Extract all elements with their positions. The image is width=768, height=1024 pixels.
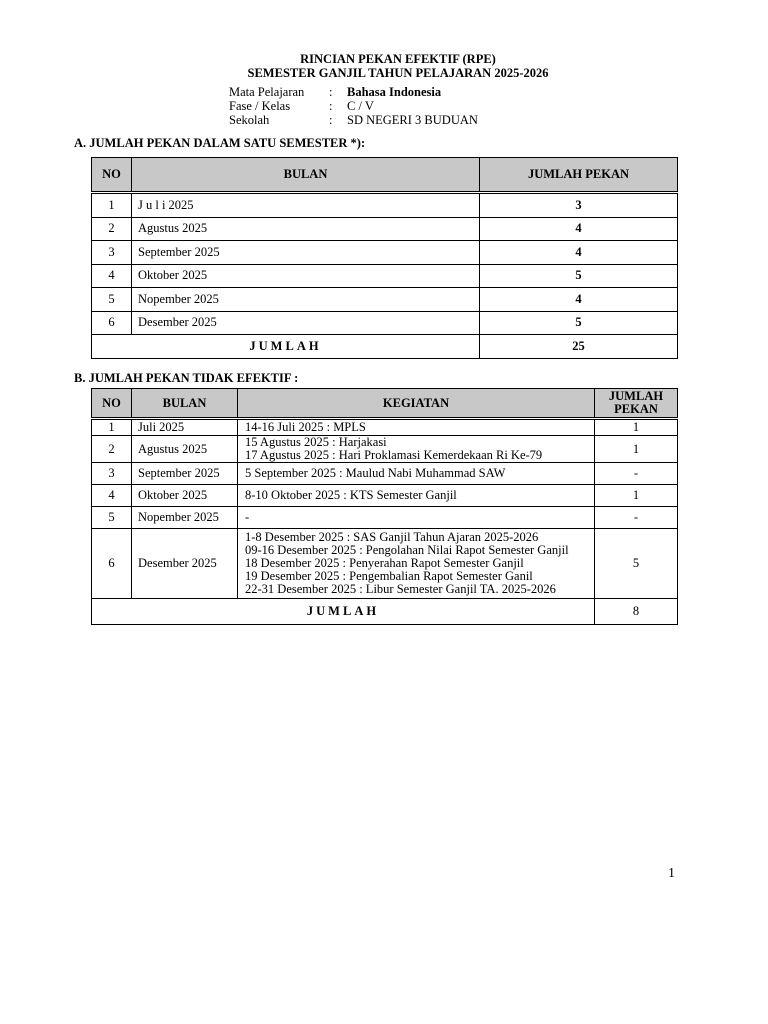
- row-activities: [238, 419, 595, 436]
- row-month: J u l i 2025: [132, 193, 480, 218]
- table-row: [92, 419, 678, 436]
- activity-line: 8-10 Oktober 2025 : KTS Semester Ganjil: [245, 488, 457, 502]
- row-month: Juli 2025: [132, 419, 238, 436]
- row-activities: [238, 507, 595, 529]
- document-info: [229, 85, 478, 127]
- row-weeks: 4: [480, 241, 678, 265]
- column-header-no: NO: [92, 389, 132, 419]
- table-row: [92, 311, 678, 335]
- total-label: JUMLAH: [92, 599, 595, 625]
- table-row: [92, 485, 678, 507]
- activity-line: 14-16 Juli 2025 : MPLS: [245, 420, 366, 434]
- column-header-month: BULAN: [132, 158, 480, 193]
- row-activities: [238, 436, 595, 463]
- table-header-row: [92, 389, 678, 419]
- total-value: 25: [480, 335, 678, 359]
- row-month: Desember 2025: [132, 311, 480, 335]
- activity-line: 17 Agustus 2025 : Hari Proklamasi Kemerdekaan Ri Ke-79: [245, 448, 543, 462]
- separator: :: [329, 99, 333, 113]
- effective-weeks-table: [91, 157, 678, 359]
- info-row-phase: [229, 99, 478, 113]
- school-label: Sekolah: [229, 113, 270, 127]
- activity-line: 1-8 Desember 2025 : SAS Ganjil Tahun Ajaran 2025-2026: [245, 530, 539, 544]
- total-row: [92, 335, 678, 359]
- row-weeks: 4: [480, 288, 678, 312]
- activity-line: 22-31 Desember 2025 : Libur Semester Ganjil TA. 2025-2026: [245, 582, 556, 596]
- activity-line: 09-16 Desember 2025 : Pengolahan Nilai Rapot Semester Ganjil: [245, 543, 569, 557]
- row-month: Nopember 2025: [132, 288, 480, 312]
- document-subtitle: SEMESTER GANJIL TAHUN PELAJARAN 2025-2026: [247, 66, 549, 80]
- row-month: Desember 2025: [132, 529, 238, 599]
- row-month: September 2025: [132, 241, 480, 265]
- table-row: [92, 463, 678, 485]
- row-activities: [238, 463, 595, 485]
- row-no: 3: [92, 463, 132, 485]
- section-b-heading: B. JUMLAH PEKAN TIDAK EFEKTIF :: [74, 371, 299, 385]
- column-header-weeks: [595, 389, 678, 419]
- table-row: [92, 264, 678, 288]
- weeks-header-line2: PEKAN: [614, 402, 658, 416]
- row-no: 4: [92, 264, 132, 288]
- activity-line: 15 Agustus 2025 : Harjakasi: [245, 435, 387, 449]
- subject-value: Bahasa Indonesia: [347, 85, 442, 99]
- row-weeks: 1: [595, 436, 678, 463]
- section-a-heading: A. JUMLAH PEKAN DALAM SATU SEMESTER *):: [74, 136, 366, 150]
- row-weeks: -: [595, 507, 678, 529]
- info-row-school: [229, 113, 478, 127]
- row-weeks: 5: [480, 311, 678, 335]
- row-no: 3: [92, 241, 132, 265]
- row-weeks: 1: [595, 419, 678, 436]
- table-header-row: [92, 158, 678, 193]
- activity-line: -: [245, 510, 250, 524]
- row-weeks: 1: [595, 485, 678, 507]
- separator: :: [329, 113, 333, 127]
- subject-label: Mata Pelajaran: [229, 85, 305, 99]
- table-row: [92, 217, 678, 241]
- table-row: [92, 529, 678, 599]
- page-number: 1: [668, 866, 675, 881]
- row-weeks: 4: [480, 217, 678, 241]
- row-no: 5: [92, 507, 132, 529]
- row-no: 4: [92, 485, 132, 507]
- activity-line: 19 Desember 2025 : Pengembalian Rapot Semester Ganil: [245, 569, 533, 583]
- table-row: [92, 241, 678, 265]
- document-title: RINCIAN PEKAN EFEKTIF (RPE): [300, 52, 496, 66]
- non-effective-weeks-table: [91, 388, 678, 625]
- row-month: Agustus 2025: [132, 436, 238, 463]
- row-month: September 2025: [132, 463, 238, 485]
- total-row: [92, 599, 678, 625]
- row-weeks: 5: [595, 529, 678, 599]
- row-month: Nopember 2025: [132, 507, 238, 529]
- weeks-header-line1: JUMLAH: [608, 389, 664, 403]
- row-activities: [238, 529, 595, 599]
- info-row-subject: [229, 85, 478, 99]
- table-row: [92, 288, 678, 312]
- column-header-weeks: JUMLAH PEKAN: [480, 158, 678, 193]
- row-no: 6: [92, 311, 132, 335]
- row-month: Agustus 2025: [132, 217, 480, 241]
- column-header-no: NO: [92, 158, 132, 193]
- phase-value: C / V: [347, 99, 374, 113]
- activity-line: 18 Desember 2025 : Penyerahan Rapot Semester Ganjil: [245, 556, 524, 570]
- row-no: 1: [92, 419, 132, 436]
- row-weeks: -: [595, 463, 678, 485]
- phase-label: Fase / Kelas: [229, 99, 291, 113]
- row-month: Oktober 2025: [132, 485, 238, 507]
- row-weeks: 5: [480, 264, 678, 288]
- activity-line: 5 September 2025 : Maulud Nabi Muhammad SAW: [245, 466, 506, 480]
- table-row: [92, 436, 678, 463]
- column-header-month: BULAN: [132, 389, 238, 419]
- total-value: 8: [595, 599, 678, 625]
- row-weeks: 3: [480, 193, 678, 218]
- column-header-activity: KEGIATAN: [238, 389, 595, 419]
- table-row: [92, 193, 678, 218]
- school-value: SD NEGERI 3 BUDUAN: [347, 113, 478, 127]
- separator: :: [329, 85, 333, 99]
- row-month: Oktober 2025: [132, 264, 480, 288]
- row-no: 6: [92, 529, 132, 599]
- row-activities: [238, 485, 595, 507]
- row-no: 1: [92, 193, 132, 218]
- row-no: 5: [92, 288, 132, 312]
- row-no: 2: [92, 217, 132, 241]
- total-label: JUMLAH: [92, 335, 480, 359]
- table-row: [92, 507, 678, 529]
- row-no: 2: [92, 436, 132, 463]
